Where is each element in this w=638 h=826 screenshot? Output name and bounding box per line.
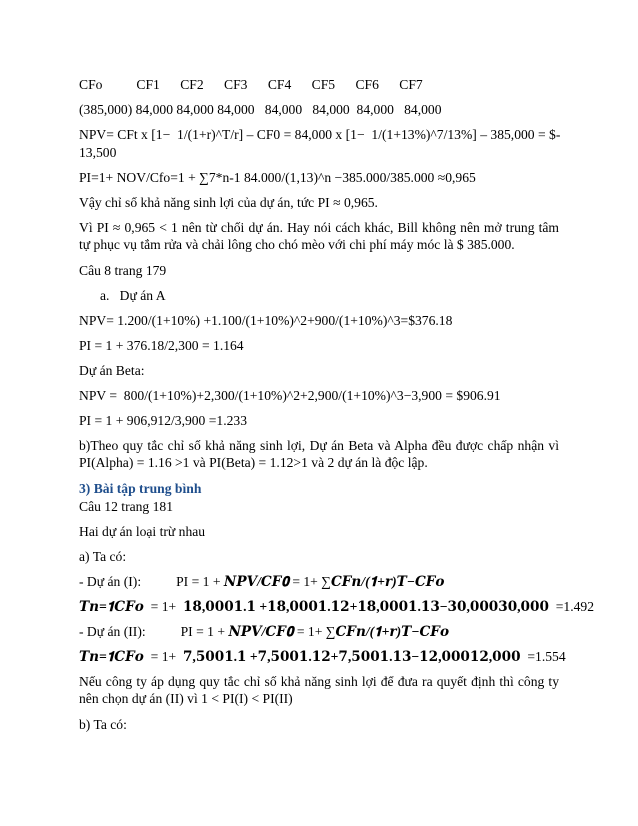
project-2-sum-bounds: 𝑻𝒏=𝟏𝑪𝑭𝒐 bbox=[79, 649, 144, 664]
cash-flow-values: (385,000) 84,000 84,000 84,000 84,000 84,000 84,000 84,000 bbox=[79, 102, 442, 117]
project-2-label: - Dự án (II): bbox=[79, 624, 146, 639]
project-1-calc-terms: 𝟏𝟖,𝟎𝟎𝟎𝟏.𝟏 +𝟏𝟖,𝟎𝟎𝟎𝟏.𝟏𝟐+𝟏𝟖,𝟎𝟎𝟎𝟏.𝟏𝟑−𝟑𝟎,𝟎𝟎𝟎𝟑𝟎,𝟎𝟎𝟎 bbox=[182, 599, 549, 614]
npv-project-a: NPV= 1.200/(1+10%) +1.100/(1+10%)^2+900/(1+10%)^3=$376.18 bbox=[79, 313, 453, 328]
project-1-pi-prefix: PI = 1 + bbox=[176, 574, 224, 589]
project-1-npv-fraction: 𝑵𝑷𝑽/𝑪𝑭𝟎 bbox=[223, 574, 289, 589]
project-beta-label: Dự án Beta: bbox=[79, 363, 145, 378]
decision-paragraph: Nếu công ty áp dụng quy tắc chỉ số khả năng sinh lợi để đưa ra quyết định thì công ty nên chọn dự án (II) vì 1 < PI(I) < PI(II) bbox=[79, 674, 559, 706]
npv-formula-line2: 13,500 bbox=[79, 145, 117, 160]
project-2-calc-terms: 𝟕,𝟓𝟎𝟎𝟏.𝟏 +𝟕,𝟓𝟎𝟎𝟏.𝟏𝟐+𝟕,𝟓𝟎𝟎𝟏.𝟏𝟑−𝟏𝟐,𝟎𝟎𝟎𝟏𝟐,𝟎𝟎𝟎 bbox=[182, 649, 521, 664]
part-a-label: a) Ta có: bbox=[79, 549, 127, 564]
pi-formula: PI=1+ NOV/Cfo=1 + ∑7*n-1 84.000/(1,13)^n −385.000/385.000 ≈0,965 bbox=[79, 170, 476, 185]
project-2-calc-prefix: = 1+ bbox=[143, 649, 183, 664]
pi-reject-paragraph: Vì PI ≈ 0,965 < 1 nên từ chối dự án. Hay nói cách khác, Bill không nên mở trung tâm tự phục vụ tắm rửa và chải lông cho chó mèo với chi phí máy móc là $ 385.000. bbox=[79, 220, 559, 252]
pi-project-beta: PI = 1 + 906,912/3,900 =1.233 bbox=[79, 413, 248, 428]
mutually-exclusive-label: Hai dự án loại trừ nhau bbox=[79, 524, 206, 539]
cash-flow-header: CFo CF1 CF2 CF3 CF4 CF5 CF6 CF7 bbox=[79, 77, 423, 92]
project-2-sum-term: 𝑪𝑭𝒏/(𝟏+𝒓)𝑻−𝑪𝑭𝒐 bbox=[335, 624, 450, 639]
npv-formula-line1: NPV= CFt x [1− 1/(1+r)^T/r] – CF0 = 84,000 x [1− 1/(1+13%)^7/13%] – 385,000 = $- bbox=[79, 127, 561, 142]
part-b-label: b) Ta có: bbox=[79, 717, 127, 732]
project-a-label: a. Dự án A bbox=[100, 288, 166, 303]
section-3-heading: 3) Bài tập trung bình bbox=[79, 481, 202, 496]
project-1-equals-sum: = 1+ ∑ bbox=[288, 574, 331, 589]
project-1-label: - Dự án (I): bbox=[79, 574, 142, 589]
project-2-equals-sum: = 1+ ∑ bbox=[293, 624, 336, 639]
question-8-heading: Câu 8 trang 179 bbox=[79, 263, 167, 278]
pi-conclusion: Vậy chỉ số khả năng sinh lợi của dự án, tức PI ≈ 0,965. bbox=[79, 195, 378, 210]
project-2-pi-prefix: PI = 1 + bbox=[180, 624, 229, 639]
pi-rule-paragraph: b)Theo quy tắc chỉ số khả năng sinh lợi, Dự án Beta và Alpha đều được chấp nhận vì PI(Alpha) = 1.16 >1 và PI(Beta) = 1.12>1 và 2 dự án là độc lập. bbox=[79, 438, 559, 470]
project-1-pi-calculation bbox=[79, 598, 594, 615]
project-1-calc-prefix: = 1+ bbox=[143, 599, 183, 614]
project-2-npv-fraction: 𝑵𝑷𝑽/𝑪𝑭𝟎 bbox=[228, 624, 294, 639]
project-1-pi-formula bbox=[79, 573, 445, 590]
project-2-pi-formula bbox=[79, 623, 449, 640]
project-2-pi-calculation bbox=[79, 648, 566, 665]
project-1-sum-bounds: 𝑻𝒏=𝟏𝑪𝑭𝒐 bbox=[79, 599, 144, 614]
project-1-pi-result: =1.492 bbox=[548, 599, 594, 614]
pi-project-a: PI = 1 + 376.18/2,300 = 1.164 bbox=[79, 338, 244, 353]
project-2-pi-result: =1.554 bbox=[520, 649, 566, 664]
project-1-sum-term: 𝑪𝑭𝒏/(𝟏+𝒓)𝑻−𝑪𝑭𝒐 bbox=[330, 574, 445, 589]
question-12-heading: Câu 12 trang 181 bbox=[79, 499, 174, 514]
npv-project-beta: NPV = 800/(1+10%)+2,300/(1+10%)^2+2,900/(1+10%)^3−3,900 = $906.91 bbox=[79, 388, 501, 403]
